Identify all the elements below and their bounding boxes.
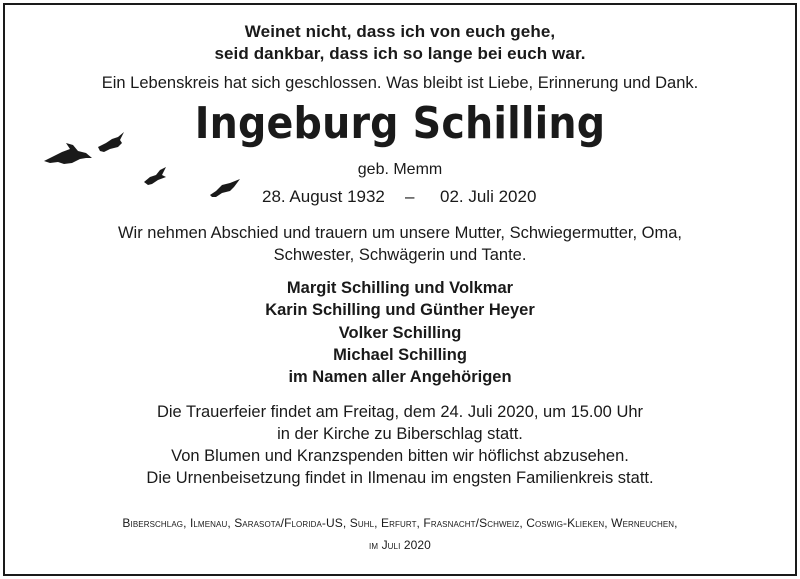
motto-line-2: seid dankbar, dass ich so lange bei euch war. [214,44,586,63]
bird-icon [210,179,240,197]
date-line: im Juli 2020 [369,538,431,552]
mourner-1: Margit Schilling und Volkmar [286,279,514,297]
farewell-line-1: Wir nehmen Abschied und trauern um unsere Mutter, Schwiegermutter, Oma, [117,224,682,242]
birth-date: 28. August 1932 [262,187,385,206]
mourner-4: Michael Schilling [333,346,467,364]
service-line-2: in der Kirche zu Biberschlag statt. [277,425,523,443]
bird-icon [144,167,166,185]
service-line-1: Die Trauerfeier findet am Freitag, dem 24. Juli 2020, um 15.00 Uhr [156,403,644,421]
bird-icon [44,143,92,164]
flying-birds-icon [40,125,250,205]
mourner-2: Karin Schilling und Günther Heyer [265,301,535,319]
birth-name: geb. Memm [357,161,443,178]
bird-icon [98,132,124,152]
service-line-3: Von Blumen und Kranzspenden bitten wir höflichst abzusehen. [171,447,629,465]
service-line-4: Die Urnenbeisetzung findet in Ilmenau im engsten Familienkreis statt. [146,469,654,487]
date-dash: – [405,187,415,206]
mourner-signoff: im Namen aller Angehörigen [288,368,512,386]
mourner-3: Volker Schilling [338,324,462,342]
farewell-line-2: Schwester, Schwägerin und Tante. [273,246,527,264]
places-line: Biberschlag, Ilmenau, Sarasota/Florida-US, Suhl, Erfurt, Frasnacht/Schweiz, Coswig-Klieken, Werneuchen, [122,516,678,530]
intro-text: Ein Lebenskreis hat sich geschlossen. Was bleibt ist Liebe, Erinnerung und Dank. [101,74,699,92]
death-date: 02. Juli 2020 [440,187,537,206]
deceased-name: Ingeburg Schilling [194,98,606,149]
motto-line-1: Weinet nicht, dass ich von euch gehe, [244,22,556,41]
